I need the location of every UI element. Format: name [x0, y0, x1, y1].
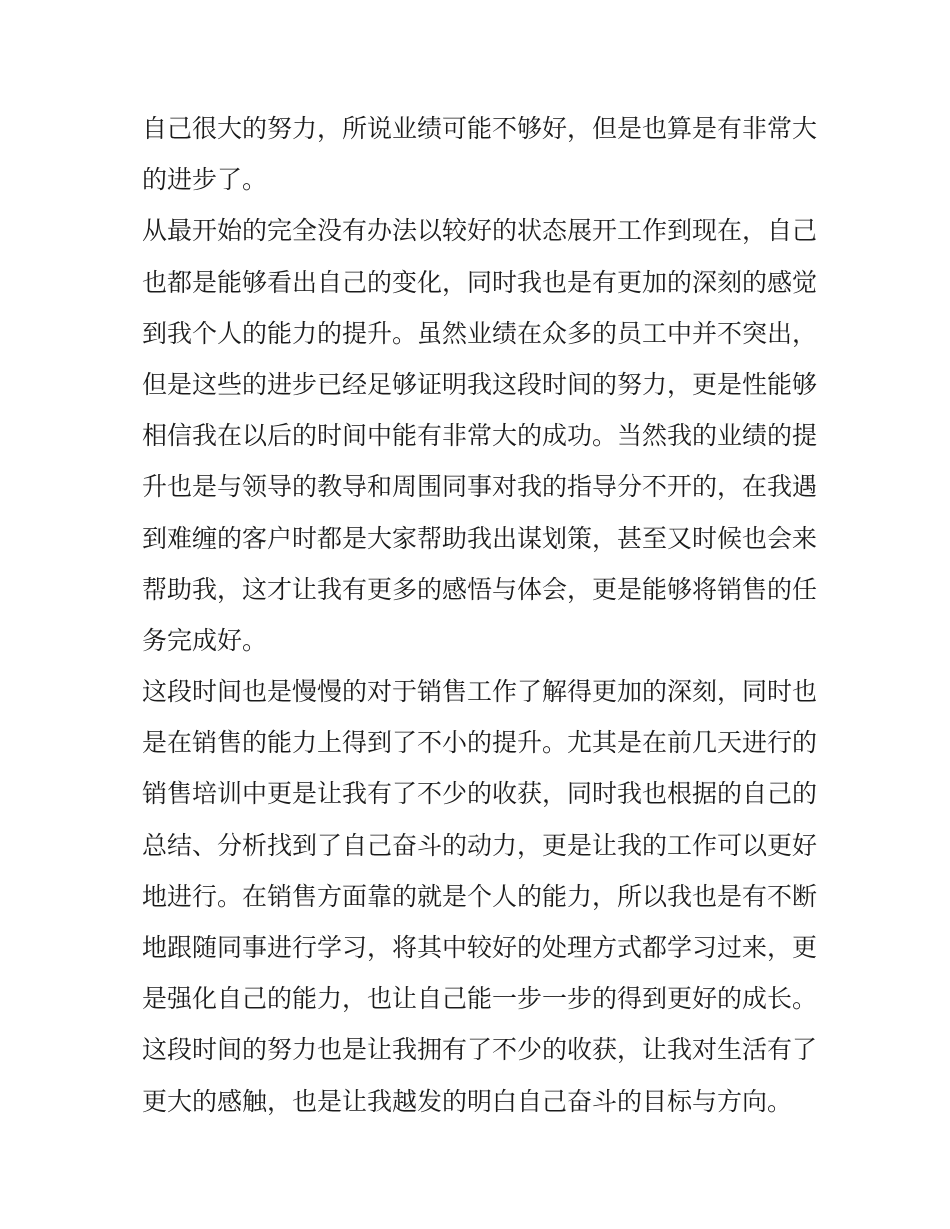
text-line-6: 但是这些的进步已经足够证明我这段时间的努力，更是性能够: [142, 369, 818, 399]
text-line-16: 地进行。在销售方面靠的就是个人的能力，所以我也是有不断: [142, 881, 818, 911]
text-line-11: 务完成好。: [142, 625, 268, 655]
text-line-18: 是强化自己的能力，也让自己能一步一步的得到更好的成长。: [142, 984, 818, 1014]
text-line-3: 从最开始的完全没有办法以较好的状态展开工作到现在，自己: [142, 216, 818, 246]
text-line-10: 帮助我，这才让我有更多的感悟与体会，更是能够将销售的任: [142, 574, 818, 604]
body-text: [142, 103, 818, 1127]
text-line-4: 也都是能够看出自己的变化，同时我也是有更加的深刻的感觉: [142, 267, 818, 297]
text-line-12: 这段时间也是慢慢的对于销售工作了解得更加的深刻，同时也: [142, 677, 818, 707]
text-line-7: 相信我在以后的时间中能有非常大的成功。当然我的业绩的提: [142, 421, 818, 451]
text-line-5: 到我个人的能力的提升。虽然业绩在众多的员工中并不突出，: [142, 318, 818, 348]
text-line-19: 这段时间的努力也是让我拥有了不少的收获，让我对生活有了: [142, 1035, 818, 1065]
text-line-1: 自己很大的努力，所说业绩可能不够好，但是也算是有非常大: [142, 114, 818, 143]
text-line-15: 总结、分析找到了自己奋斗的动力，更是让我的工作可以更好: [142, 830, 818, 860]
text-line-9: 到难缠的客户时都是大家帮助我出谋划策，甚至又时候也会来: [142, 523, 818, 553]
text-line-8: 升也是与领导的教导和周围同事对我的指导分不开的，在我遇: [142, 472, 818, 502]
text-line-20: 更大的感触，也是让我越发的明白自己奋斗的目标与方向。: [142, 1086, 793, 1116]
text-line-2: 的进步了。: [142, 165, 268, 195]
text-line-13: 是在销售的能力上得到了不小的提升。尤其是在前几天进行的: [142, 728, 818, 758]
text-line-14: 销售培训中更是让我有了不少的收获，同时我也根据的自己的: [142, 779, 818, 809]
text-line-17: 地跟随同事进行学习，将其中较好的处理方式都学习过来，更: [142, 933, 818, 962]
